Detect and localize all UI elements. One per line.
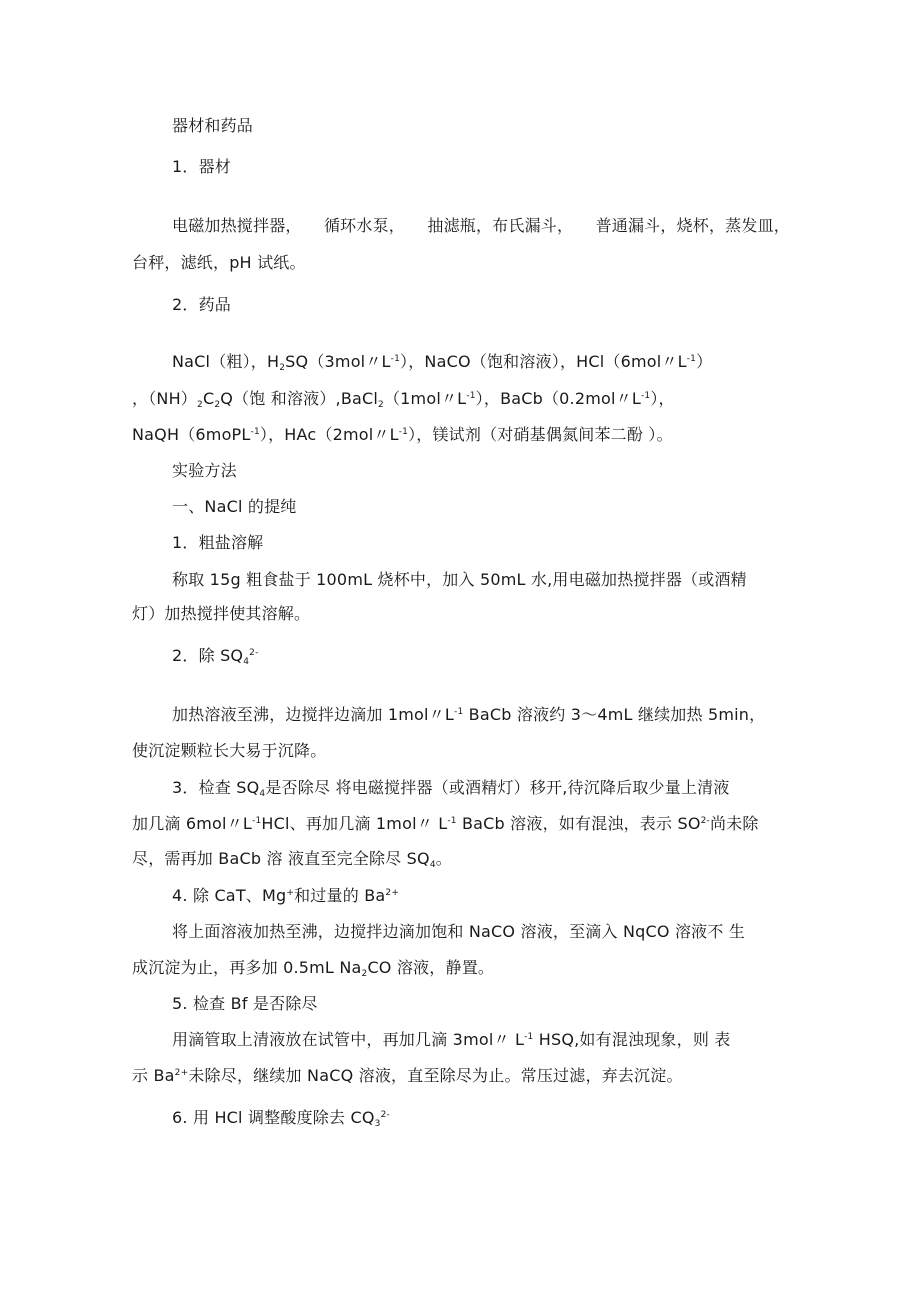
text: ，（NH） xyxy=(132,389,198,408)
equipment-item: 抽滤瓶，布氏漏斗， xyxy=(427,216,574,235)
text: 加热溶液至沸，边搅拌边滴加 1mol〃L xyxy=(172,705,455,724)
superscript: -1 xyxy=(454,707,464,717)
subscript: 3 xyxy=(374,1119,381,1129)
text: 3．检查 SQ xyxy=(172,778,260,797)
subscript: 4 xyxy=(243,657,250,667)
text: NaQH（6moPL xyxy=(132,425,251,444)
text: BaCb 溶液约 3〜4mL 继续加热 5min， xyxy=(463,705,766,724)
text: Q（饱 和溶液）,BaCl xyxy=(220,389,379,408)
text: 。 xyxy=(435,849,452,868)
reagents-line-1 xyxy=(172,352,712,372)
text: ），BaCb（0.2mol〃L xyxy=(475,389,641,408)
equipment-line-2: 台秤，滤纸，pH 试纸。 xyxy=(132,253,306,272)
superscript: -1 xyxy=(524,1032,534,1042)
heading-reagents: 2．药品 xyxy=(172,295,231,314)
equipment-item: 电磁加热搅拌器， xyxy=(172,216,302,235)
step-5-title: 5. 检查 Bf 是否除尽 xyxy=(172,994,318,1013)
text: 用滴管取上清液放在试管中，再加几滴 3mol〃 L xyxy=(172,1030,525,1049)
step-5-line-2 xyxy=(132,1066,683,1086)
step-2-line-1 xyxy=(172,705,765,725)
text: ），镁试剂（对硝基偶氮间苯二酚 ）。 xyxy=(408,425,673,444)
reagents-line-2 xyxy=(132,389,675,409)
heading-method: 实验方法 xyxy=(172,461,237,480)
subscript: 4 xyxy=(429,860,436,870)
superscript: -1 xyxy=(398,427,409,437)
text: SQ（3mol〃L xyxy=(285,352,391,371)
step-3-line-3 xyxy=(132,849,452,869)
step-1-line-2: 灯）加热搅拌使其溶解。 xyxy=(132,604,311,623)
superscript: -1 xyxy=(686,354,697,364)
superscript: -1 xyxy=(447,816,457,826)
text: 未除尽，继续加 NaCQ 溶液，直至除尽为止。常压过滤，弃去沉淀。 xyxy=(188,1066,683,1085)
text: 加几滴 6mol〃L xyxy=(132,814,253,833)
step-3-line-2 xyxy=(132,814,759,834)
text: 和过量的 Ba xyxy=(294,886,386,905)
heading-equipment: 1．器材 xyxy=(172,157,231,176)
subscript: 2 xyxy=(214,400,221,410)
step-4-title xyxy=(172,886,399,906)
subscript: 2 xyxy=(197,400,203,410)
text: HSQ,如有混浊现象，则 表 xyxy=(533,1030,731,1049)
superscript: -1 xyxy=(250,427,260,437)
text: ），NaCO（饱和溶液），HCl（6mol〃L xyxy=(400,352,687,371)
superscript: 2+ xyxy=(385,888,400,898)
superscript: 2- xyxy=(700,816,710,826)
step-2-line-2: 使沉淀颗粒长大易于沉降。 xyxy=(132,741,327,760)
text: ）， xyxy=(650,389,675,408)
equipment-item: 循环水泵， xyxy=(323,216,405,235)
heading-materials: 器材和药品 xyxy=(172,116,254,135)
step-4-line-2 xyxy=(132,958,494,978)
superscript: 2- xyxy=(380,1110,390,1120)
text: HCl、再加几滴 1mol〃 L xyxy=(261,814,448,833)
superscript: 2+ xyxy=(174,1068,189,1078)
text: 尽，需再加 BaCb 溶 液直至完全除尽 SQ xyxy=(132,849,430,868)
text: 示 Ba xyxy=(132,1066,175,1085)
text: 尚未除 xyxy=(710,814,759,833)
text: CO 溶液，静置。 xyxy=(367,958,495,977)
superscript: -1 xyxy=(466,391,476,401)
text: 是否除尽 将电磁搅拌器（或酒精灯）移开,待沉降后取少量上清液 xyxy=(265,778,730,797)
step-5-line-1 xyxy=(172,1030,731,1050)
subscript: 2 xyxy=(279,363,286,373)
equipment-item: 普通漏斗，烧杯，蒸发皿， xyxy=(595,216,790,235)
step-2-title xyxy=(172,646,259,666)
superscript: -1 xyxy=(390,354,401,364)
text: ），HAc（2mol〃L xyxy=(259,425,399,444)
text: ） xyxy=(696,352,713,371)
text: NaCl（粗），H xyxy=(172,352,280,371)
heading-section-1: 一、NaCl 的提纯 xyxy=(172,497,297,516)
superscript: -1 xyxy=(640,391,651,401)
text: C xyxy=(202,389,215,408)
subscript: 4 xyxy=(259,789,266,799)
text: BaCb 溶液，如有混浊，表示 SO xyxy=(456,814,701,833)
text: 6. 用 HCl 调整酸度除去 CQ xyxy=(172,1108,375,1127)
text: 4. 除 CaT、Mg xyxy=(172,886,287,905)
subscript: 2 xyxy=(361,969,368,979)
step-1-line-1: 称取 15g 粗食盐于 100mL 烧杯中，加入 50mL 水,用电磁加热搅拌器（或酒精 xyxy=(172,570,747,589)
reagents-line-3 xyxy=(132,425,673,445)
text: （1mol〃L xyxy=(383,389,467,408)
step-3-line-1 xyxy=(172,778,730,798)
superscript: 2- xyxy=(249,648,259,658)
subscript: 2 xyxy=(378,400,384,410)
step-4-line-1: 将上面溶液加热至沸，边搅拌边滴加饱和 NaCO 溶液，至滴入 NqCO 溶液不 生 xyxy=(172,922,746,941)
text: 成沉淀为止，再多加 0.5mL Na xyxy=(132,958,362,977)
equipment-line-1 xyxy=(172,216,790,236)
superscript: + xyxy=(286,888,295,898)
step-1-title: 1．粗盐溶解 xyxy=(172,533,264,552)
text: 2．除 SQ xyxy=(172,646,244,665)
superscript: -1 xyxy=(252,816,262,826)
step-6-title xyxy=(172,1108,390,1128)
